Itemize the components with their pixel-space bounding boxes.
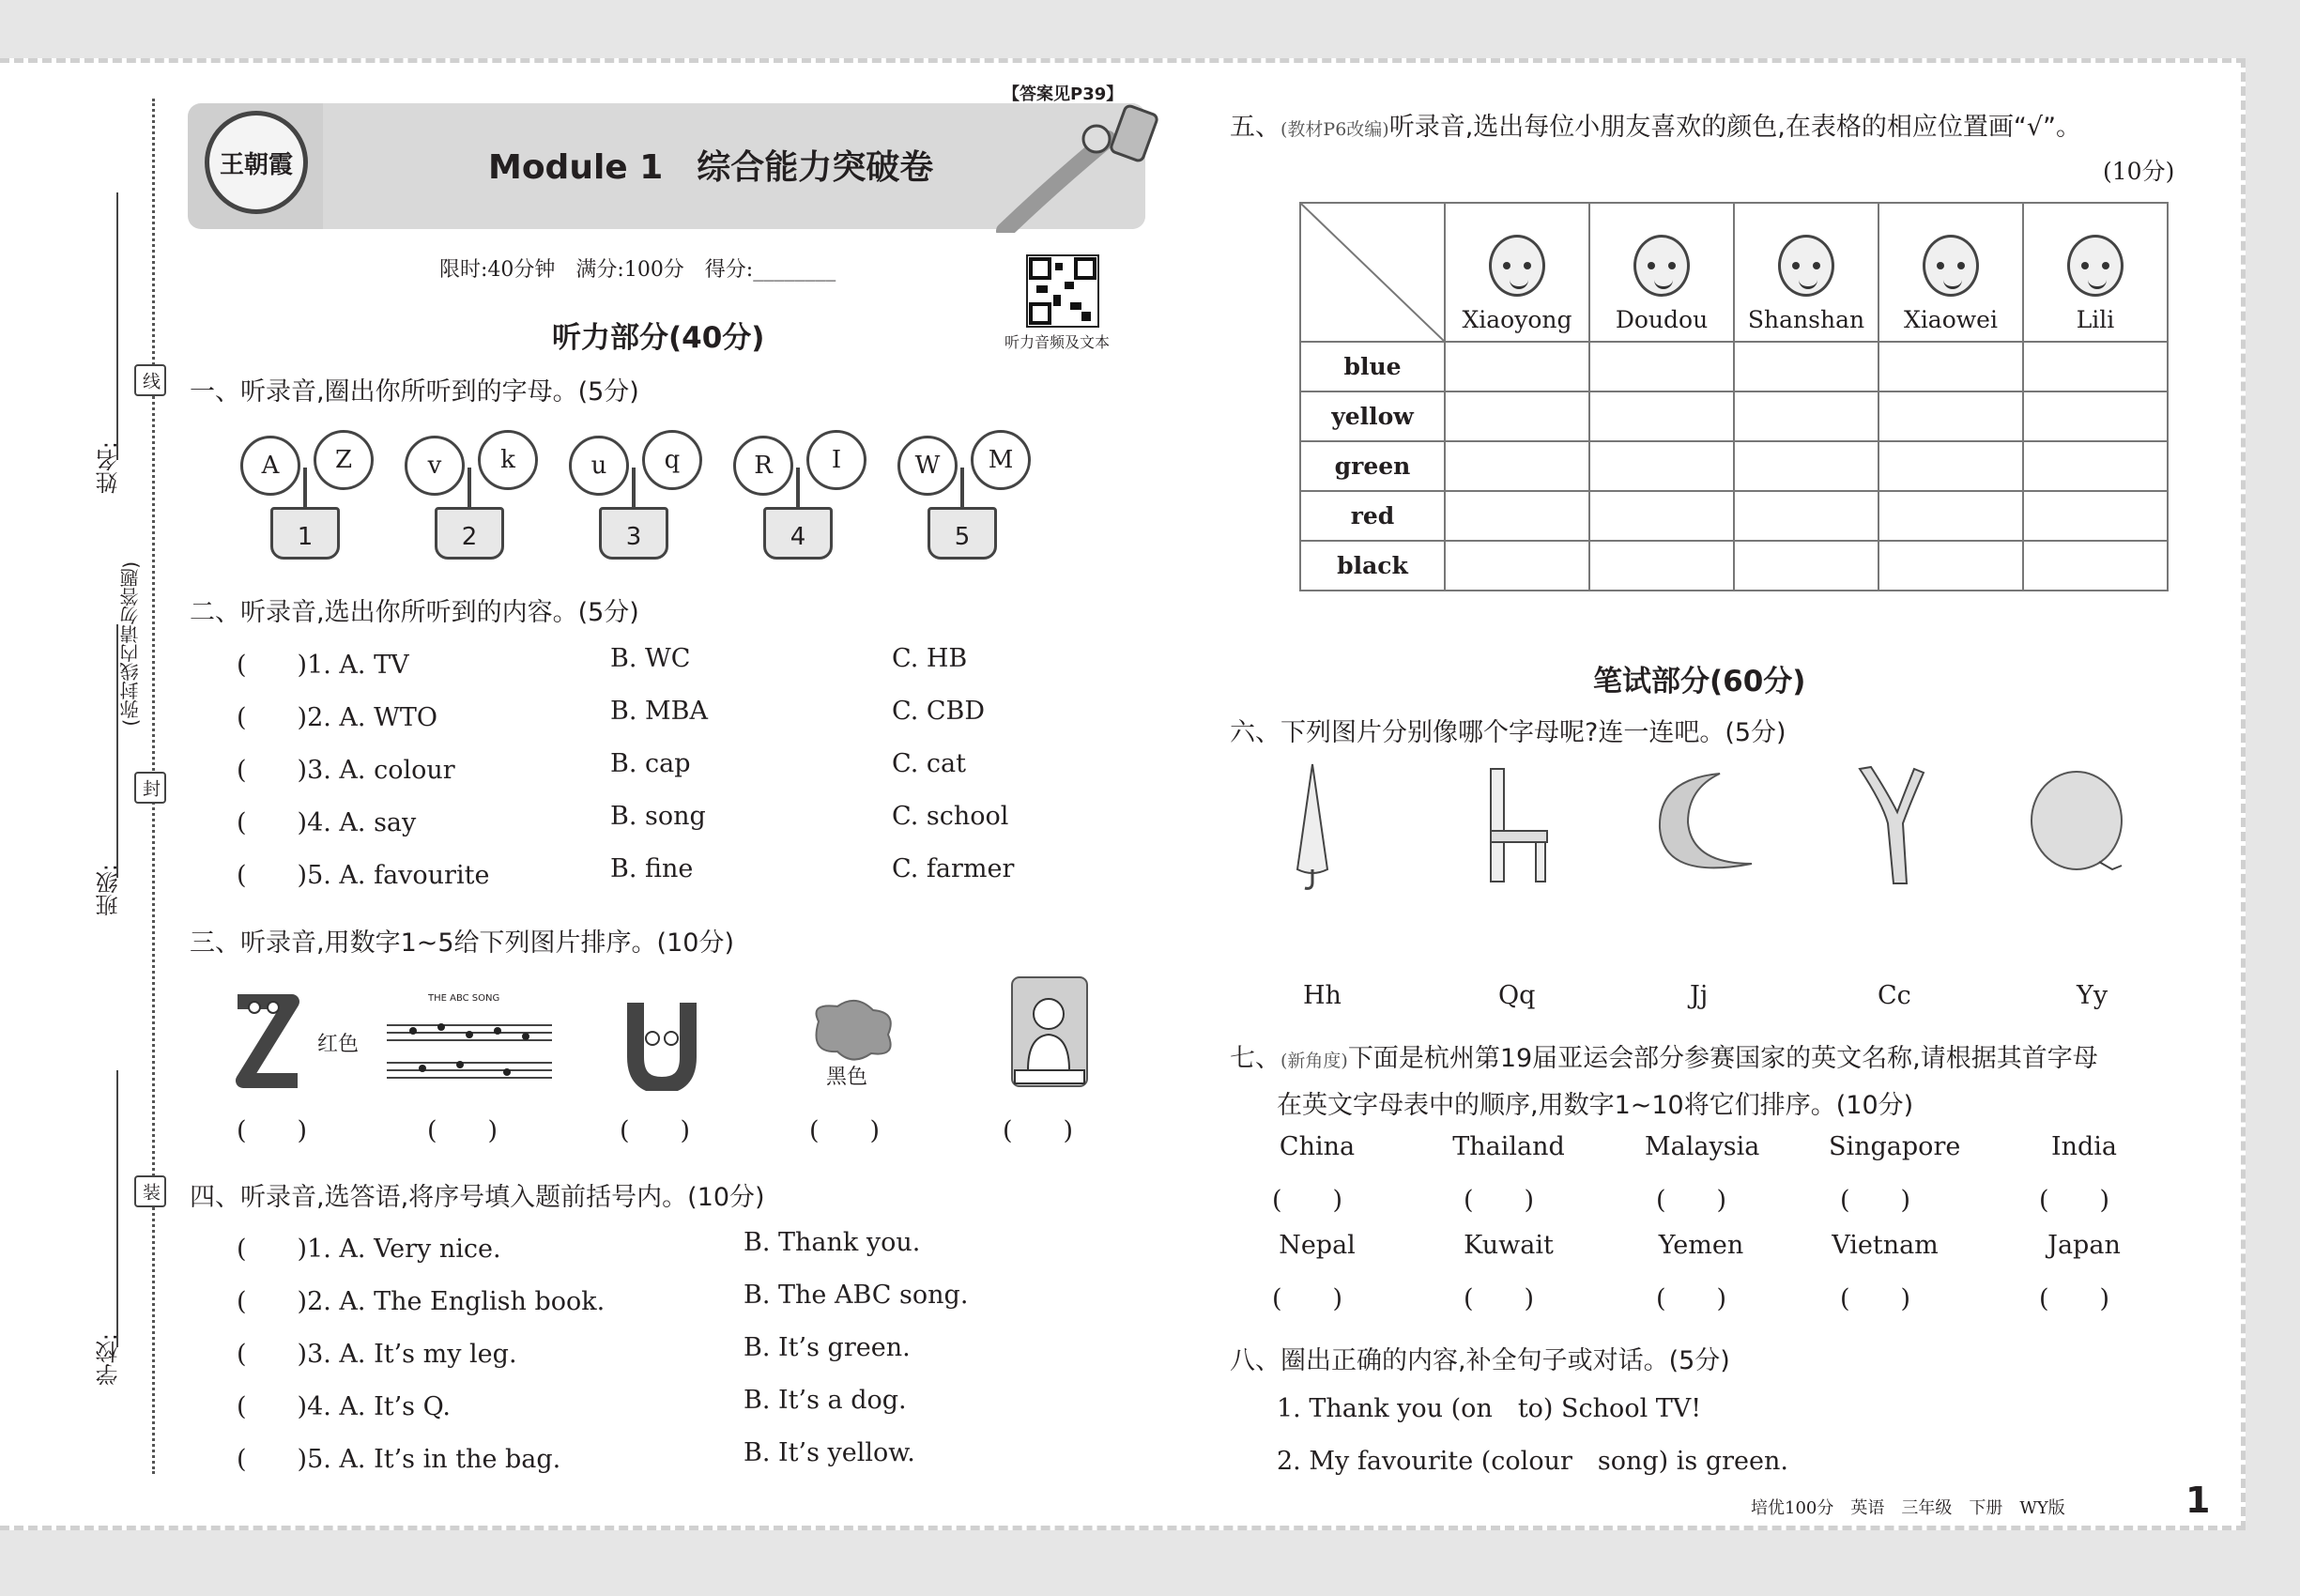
page-number: 1 [2185, 1480, 2211, 1521]
exam-meta: 限时:40分钟 满分:100分 得分:________ [439, 258, 836, 282]
check-cell[interactable] [1445, 441, 1589, 491]
check-cell[interactable] [2023, 491, 2168, 541]
letter-u-picture [624, 997, 699, 1091]
q2-item-option-a[interactable]: ( )1. A. TV [237, 651, 409, 680]
q2-title: 二、听录音,选出你所听到的内容。(5分) [190, 598, 639, 627]
kid-col-3: Shanshan [1734, 203, 1878, 342]
flower-letter-b[interactable]: q [642, 430, 702, 490]
check-cell[interactable] [2023, 391, 2168, 441]
country-order-blank[interactable]: ( ) [1840, 1284, 1911, 1313]
color-preference-table [1299, 202, 2169, 591]
balloon-picture [2028, 768, 2140, 885]
check-cell[interactable] [1878, 391, 2023, 441]
check-cell[interactable] [1445, 342, 1589, 391]
kid-col-1: Xiaoyong [1445, 203, 1589, 342]
q5-score: (10分) [2103, 158, 2175, 185]
moon-picture [1654, 770, 1757, 882]
q4-item-option-a[interactable]: ( )4. A. It’s Q. [237, 1392, 451, 1421]
black-label: 黑色 [826, 1066, 868, 1089]
flower-letter-a[interactable]: W [897, 436, 958, 496]
match-letter[interactable]: Yy [2077, 981, 2108, 1010]
q7-title: 七、(新角度)下面是杭州第19届亚运会部分参赛国家的英文名称,请根据其首字母 [1230, 1044, 2098, 1073]
match-letter[interactable]: Qq [1498, 981, 1536, 1010]
flower-letter-a[interactable]: A [240, 436, 300, 496]
flower-pot-number: 2 [435, 507, 504, 560]
rocket-illustration [995, 101, 1164, 233]
q4-title: 四、听录音,选答语,将序号填入题前括号内。(10分) [190, 1183, 765, 1212]
check-cell[interactable] [2023, 541, 2168, 591]
color-row-label: blue [1300, 342, 1445, 391]
color-row-label: red [1300, 491, 1445, 541]
q3-answer-blank[interactable]: ( ) [809, 1116, 881, 1145]
q2-item-option-c[interactable]: C. cat [892, 749, 966, 778]
q2-item-option-b[interactable]: B. fine [610, 854, 694, 883]
q8-sentence-2: 2. My favourite (colour song) is green. [1277, 1447, 1788, 1476]
q2-item-option-c[interactable]: C. farmer [892, 854, 1015, 883]
kid-face-icon [1923, 235, 1979, 297]
country-name: Yemen [1658, 1231, 1744, 1260]
flower-letter-a[interactable]: v [405, 436, 465, 496]
q3-title: 三、听录音,用数字1~5给下列图片排序。(10分) [190, 928, 734, 958]
country-name: Japan [2047, 1231, 2121, 1260]
country-name: Kuwait [1464, 1231, 1554, 1260]
class-label: 班级: [96, 864, 122, 917]
q2-item-option-b[interactable]: B. MBA [610, 697, 708, 726]
kid-face-icon [1633, 235, 1690, 297]
abc-song-sheet-picture [385, 997, 554, 1091]
check-cell[interactable] [1878, 491, 2023, 541]
check-cell[interactable] [1878, 342, 2023, 391]
q1-title: 一、听录音,圈出你所听到的字母。(5分) [190, 377, 639, 407]
flower-letter-a[interactable]: R [733, 436, 793, 496]
letter-z-picture [230, 990, 305, 1094]
flower-stem [632, 468, 636, 513]
q2-item-option-a[interactable]: ( )5. A. favourite [237, 861, 490, 890]
q3-answer-blank[interactable]: ( ) [237, 1116, 308, 1145]
letter-flower [890, 430, 1031, 561]
check-cell[interactable] [1445, 541, 1589, 591]
q4-item-option-a[interactable]: ( )1. A. Very nice. [237, 1235, 501, 1264]
flower-pot-number: 5 [928, 507, 997, 560]
check-cell[interactable] [1445, 391, 1589, 441]
check-cell[interactable] [1734, 491, 1878, 541]
school-label: 学校: [96, 1333, 122, 1387]
check-cell[interactable] [1878, 541, 2023, 591]
flower-pot-number: 4 [763, 507, 833, 560]
check-cell[interactable] [1734, 441, 1878, 491]
q7-title-line2: 在英文字母表中的顺序,用数字1~10将它们排序。(10分) [1277, 1091, 1914, 1120]
q2-item-option-b[interactable]: B. WC [610, 644, 691, 673]
country-name: India [2050, 1132, 2118, 1161]
country-order-blank[interactable]: ( ) [1272, 1284, 1343, 1313]
color-row-label: yellow [1300, 391, 1445, 441]
match-letter[interactable]: Jj [1690, 981, 1709, 1010]
q2-item-option-b[interactable]: B. song [610, 802, 706, 831]
class-line [116, 624, 118, 878]
country-order-blank[interactable]: ( ) [1656, 1284, 1727, 1313]
match-letter[interactable]: Hh [1303, 981, 1342, 1010]
country-name: Nepal [1279, 1231, 1356, 1260]
check-cell[interactable] [1734, 541, 1878, 591]
country-order-blank[interactable]: ( ) [1464, 1186, 1535, 1215]
color-row-label: black [1300, 541, 1445, 591]
flower-letter-b[interactable]: Z [314, 430, 374, 490]
q2-item-option-b[interactable]: B. cap [610, 749, 691, 778]
q8-sentence-1: 1. Thank you (on to) School TV! [1277, 1394, 1702, 1423]
red-label: 红色 [317, 1033, 360, 1056]
q4-item-option-b[interactable]: B. It’s green. [744, 1333, 911, 1362]
check-cell[interactable] [1589, 541, 1734, 591]
q8-title: 八、圈出正确的内容,补全句子或对话。(5分) [1230, 1346, 1730, 1375]
flower-stem [960, 468, 964, 513]
brand-seal: 王朝霞 [205, 111, 308, 214]
flower-stem [303, 468, 307, 513]
name-line [116, 192, 118, 460]
country-order-blank[interactable]: ( ) [1656, 1186, 1727, 1215]
table-corner [1300, 203, 1445, 342]
check-cell[interactable] [1589, 441, 1734, 491]
country-order-blank[interactable]: ( ) [2039, 1284, 2110, 1313]
kid-col-2: Doudou [1589, 203, 1734, 342]
country-order-blank[interactable]: ( ) [1464, 1284, 1535, 1313]
country-order-blank[interactable]: ( ) [1840, 1186, 1911, 1215]
kid-face-icon [1489, 235, 1545, 297]
q4-item-option-a[interactable]: ( )5. A. It’s in the bag. [237, 1445, 561, 1474]
qr-caption: 听力音频及文本 [1004, 333, 1111, 351]
q6-title: 六、下列图片分别像哪个字母呢?连一连吧。(5分) [1230, 718, 1786, 747]
q2-item-option-c[interactable]: C. HB [892, 644, 968, 673]
check-cell[interactable] [1734, 391, 1878, 441]
abc-song-caption: THE ABC SONG [428, 993, 500, 1004]
flower-letter-b[interactable]: M [971, 430, 1031, 490]
check-cell[interactable] [1445, 491, 1589, 541]
check-cell[interactable] [1589, 391, 1734, 441]
q4-item-option-b[interactable]: B. It’s yellow. [744, 1438, 915, 1467]
school-line [116, 1070, 118, 1347]
country-order-blank[interactable]: ( ) [2039, 1186, 2110, 1215]
letter-flower [726, 430, 866, 561]
letter-flower [233, 430, 374, 561]
check-cell[interactable] [2023, 342, 2168, 391]
check-cell[interactable] [1878, 441, 2023, 491]
q2-item-option-a[interactable]: ( )4. A. say [237, 808, 417, 837]
flower-pot-number: 1 [270, 507, 340, 560]
q4-item-option-b[interactable]: B. It’s a dog. [744, 1386, 907, 1415]
kid-face-icon [1778, 235, 1834, 297]
check-cell[interactable] [1734, 342, 1878, 391]
country-name: Thailand [1452, 1132, 1565, 1161]
q3-answer-blank[interactable]: ( ) [620, 1116, 691, 1145]
check-cell[interactable] [1589, 342, 1734, 391]
flower-letter-a[interactable]: u [569, 436, 629, 496]
check-cell[interactable] [1589, 491, 1734, 541]
color-row-label: green [1300, 441, 1445, 491]
country-name: China [1279, 1132, 1356, 1161]
seal-marker: 封 [134, 772, 166, 804]
flower-letter-b[interactable]: I [806, 430, 866, 490]
q4-item-option-a[interactable]: ( )3. A. It’s my leg. [237, 1340, 517, 1369]
kid-face-icon [2067, 235, 2124, 297]
q4-item-option-b[interactable]: B. Thank you. [744, 1228, 921, 1257]
country-name: Malaysia [1645, 1132, 1760, 1161]
flower-stem [468, 468, 471, 513]
name-label: 姓名: [96, 441, 122, 495]
qr-code-icon [1025, 253, 1100, 329]
flower-letter-b[interactable]: k [478, 430, 538, 490]
writing-section-header: 笔试部分(60分) [1593, 665, 1806, 698]
q2-item-option-a[interactable]: ( )3. A. colour [237, 756, 455, 785]
check-cell[interactable] [2023, 441, 2168, 491]
country-name: Singapore [1829, 1132, 1961, 1161]
chair-picture [1483, 765, 1553, 887]
q5-title: 五、(教材P6改编)听录音,选出每位小朋友喜欢的颜色,在表格的相应位置画“√”。 [1230, 113, 2082, 142]
page-title: Module 1 综合能力突破卷 [488, 148, 934, 187]
q2-item-option-c[interactable]: C. school [892, 802, 1009, 831]
letter-flower [561, 430, 702, 561]
q3-answer-blank[interactable]: ( ) [1003, 1116, 1074, 1145]
listening-section-header: 听力部分(40分) [552, 321, 765, 355]
branch-picture [1854, 765, 1929, 887]
q4-item-option-b[interactable]: B. The ABC song. [744, 1281, 969, 1310]
q3-answer-blank[interactable]: ( ) [427, 1116, 498, 1145]
footer-info: 培优100分 英语 三年级 下册 WY版 [1751, 1498, 2065, 1518]
answer-reference: 【答案见P39】 [1003, 84, 1124, 104]
boy-at-piano-picture [1011, 976, 1088, 1087]
q4-item-option-a[interactable]: ( )2. A. The English book. [237, 1287, 606, 1316]
flower-stem [796, 468, 800, 513]
letter-flower [397, 430, 538, 561]
match-letter[interactable]: Cc [1878, 981, 1911, 1010]
kid-col-5: Lili [2023, 203, 2168, 342]
q2-item-option-a[interactable]: ( )2. A. WTO [237, 703, 437, 732]
country-order-blank[interactable]: ( ) [1272, 1186, 1343, 1215]
line-marker: 线 [134, 364, 166, 396]
kid-col-4: Xiaowei [1878, 203, 2023, 342]
binding-notice: (弥封线内请勿答题) [119, 561, 142, 727]
flower-pot-number: 3 [599, 507, 668, 560]
black-paint-splash-picture [800, 993, 903, 1068]
bind-marker: 装 [134, 1175, 166, 1207]
umbrella-picture [1292, 760, 1333, 892]
country-name: Vietnam [1832, 1231, 1939, 1260]
q2-item-option-c[interactable]: C. CBD [892, 697, 986, 726]
